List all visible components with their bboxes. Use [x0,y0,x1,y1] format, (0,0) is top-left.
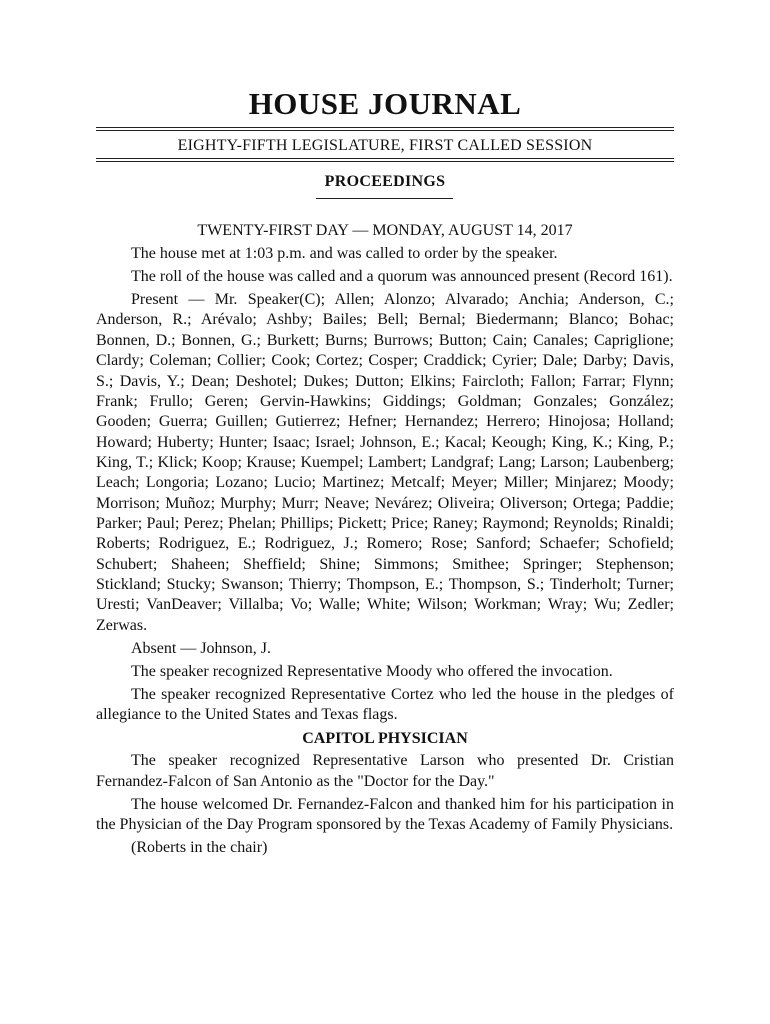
session-line: EIGHTY-FIFTH LEGISLATURE, FIRST CALLED SESSION [177,137,593,154]
welcome-paragraph: The house welcomed Dr. Fernandez-Falcon and thanked him for his participation in the Physician of the Day Program sponsored by the Texas Academy of Family Physicians. [96,795,674,834]
pledges-paragraph: The speaker recognized Representative Cortez who led the house in the pledges of allegiance to the United States and Texas flags. [96,686,674,724]
journal-body [96,221,674,861]
section-title: PROCEEDINGS [324,173,446,190]
doctor-intro-paragraph: The speaker recognized Representative Larson who presented Dr. Cristian Fernandez-Falcon of San Antonio as the "Doctor for the Day." [96,752,674,790]
present-members-paragraph: Present — Mr. Speaker(C); Allen; Alonzo; Alvarado; Anchia; Anderson, C.; Anderson, R.; Arévalo; Ashby; Bailes; Bell; Bernal; Biedermann; Blanco; Bohac; Bonnen, D.; Bonnen, G.; Burkett; Burns; Burrows; Button; Cain; Canales; Capriglione; Clardy; Coleman; Collier; Cook; Cortez; Cosper; Craddick; Cyrier; Dale; Darby; Davis, S.; Davis, Y.; Dean; Deshotel; Dukes; Dutton; Elkins; Faircloth; Fallon; Farrar; Flynn; Frank; Frullo; Geren; Gervin-Hawkins; Giddings; Goldman; Gonzales; González; Gooden; Guerra; Guillen; Gutierrez; Hefner; Hernandez; Herrero; Hinojosa; Holland; Howard; Huberty; Hunter; Isaac; Israel; Johnson, E.; Kacal; Keough; King, K.; King, P.; King, T.; Klick; Koop; Krause; Kuempel; Lambert; Landgraf; Lang; Larson; Laubenberg; Leach; Longoria; Lozano; Lucio; Martinez; Metcalf; Meyer; Miller; Minjarez; Moody; Morrison; Muñoz; Murphy; Murr; Neave; Nevárez; Oliveira; Oliverson; Ortega; Paddie; Parker; Paul; Perez; Phelan; Phillips; Pickett; Price; Raney; Raymond; Reynolds; Rinaldi; Roberts; Rodriguez, E.; Rodriguez, J.; Romero; Rose; Sanford; Schaefer; Schofield; Schubert; Shaheen; Sheffield; Shine; Simmons; Smithee; Springer; Stephenson; Stickland; Stucky; Swanson; Thierry; Thompson, E.; Thompson, S.; Tinderholt; Turner; Uresti; VanDeaver; Villalba; Vo; Walle; White; Wilson; Workman; Wray; Wu; Zedler; Zerwas. [96,291,674,634]
journal-title: HOUSE JOURNAL [248,86,522,121]
session-rule-1 [96,158,674,159]
session-rule-2 [96,161,674,162]
title-rule-top-2 [96,130,674,131]
section-title-underline [316,198,453,199]
invocation-paragraph: The speaker recognized Representative Moody who offered the invocation. [131,662,613,680]
capitol-physician-heading: CAPITOL PHYSICIAN [302,729,468,747]
title-rule-top-1 [96,127,674,128]
called-to-order-paragraph: The house met at 1:03 p.m. and was called to order by the speaker. [131,244,558,262]
absent-members-paragraph: Absent — Johnson, J. [131,639,272,657]
day-line: TWENTY-FIRST DAY — MONDAY, AUGUST 14, 2017 [197,222,573,239]
chair-note: (Roberts in the chair) [131,839,268,857]
roll-call-paragraph: The roll of the house was called and a quorum was announced present (Record 161). [131,267,673,285]
